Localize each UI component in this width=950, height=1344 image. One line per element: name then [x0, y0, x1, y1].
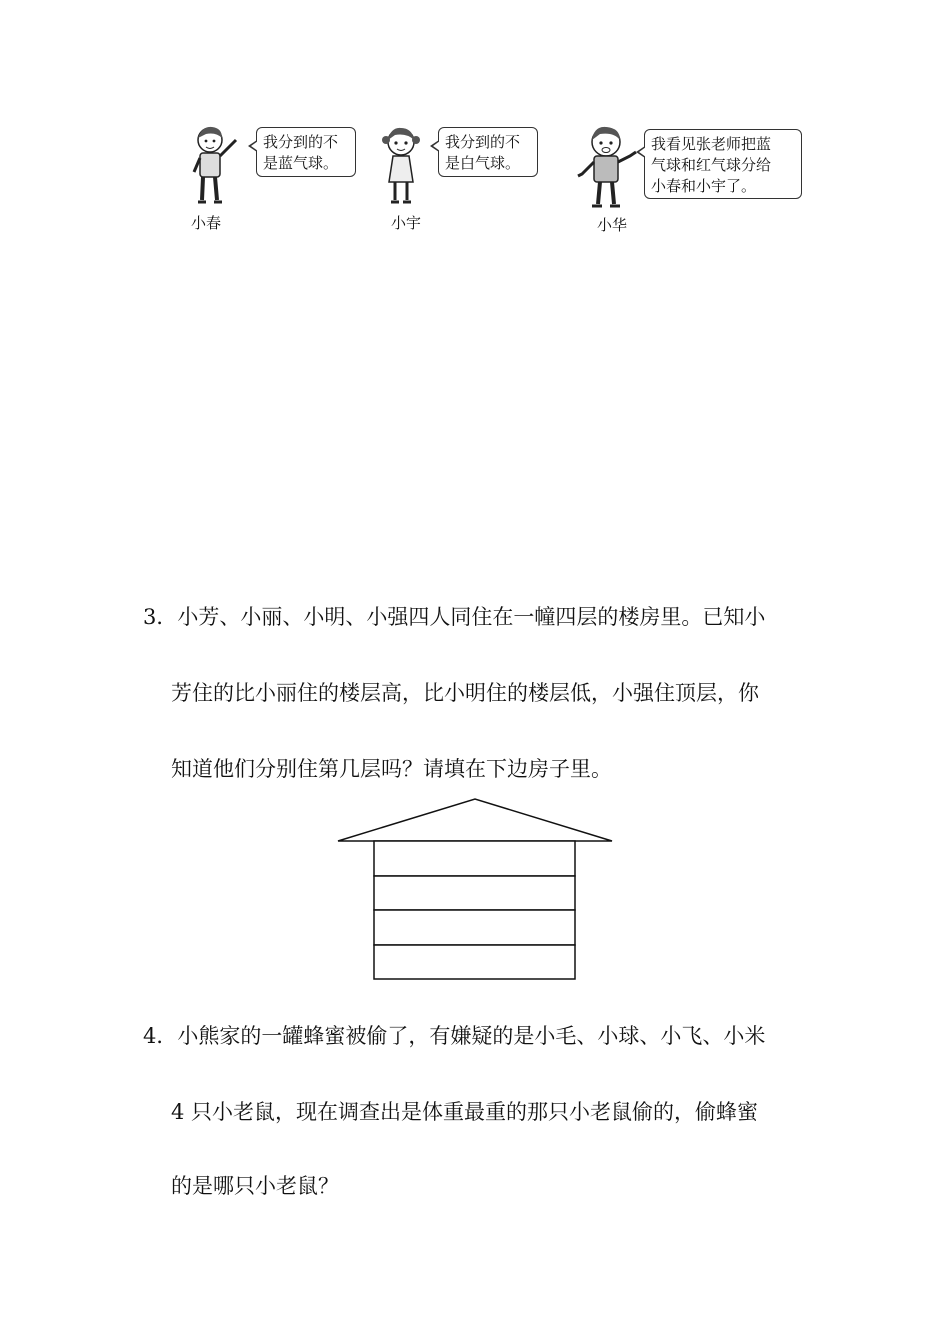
- house-diagram: [335, 796, 615, 984]
- girl-xiaoyu-figure: [375, 122, 435, 212]
- speech-line: 我看见张老师把蓝: [651, 135, 772, 153]
- house-roof: [338, 799, 612, 841]
- character-name-xiaochun: 小春: [191, 214, 222, 232]
- house-floor-1[interactable]: [374, 945, 575, 979]
- house-floor-2[interactable]: [374, 910, 575, 945]
- character-name-xiaohua: 小华: [597, 216, 628, 234]
- house-floor-3[interactable]: [374, 876, 575, 910]
- character-name-xiaoyu: 小宇: [391, 214, 422, 232]
- q4-line-2: 4 只小老鼠，现在调查出是体重最重的那只小老鼠偷的，偷蜂蜜: [171, 1100, 759, 1124]
- house-floor-4[interactable]: [374, 841, 575, 876]
- q3-line-2: 芳住的比小丽住的楼层高，比小明住的楼层低，小强住顶层，你: [171, 681, 759, 705]
- q4-line-1: 4．小熊家的一罐蜂蜜被偷了，有嫌疑的是小毛、小球、小飞、小米: [143, 1024, 766, 1048]
- speech-bubble-xiaohua: [644, 129, 802, 199]
- speech-line: 是蓝气球。: [263, 154, 339, 172]
- speech-bubble-xiaochun: [256, 127, 356, 177]
- q3-line-1: 3．小芳、小丽、小明、小强四人同住在一幢四层的楼房里。已知小: [143, 605, 766, 629]
- boy-xiaochun-figure: [188, 122, 248, 212]
- q3-line-3: 知道他们分别住第几层吗？请填在下边房子里。: [171, 757, 612, 781]
- q4-line-3: 的是哪只小老鼠？: [171, 1174, 339, 1198]
- speech-line: 是白气球。: [445, 154, 521, 172]
- speech-line: 我分到的不: [263, 133, 339, 151]
- speech-line: 小春和小宇了。: [651, 177, 757, 195]
- speech-line: 气球和红气球分给: [651, 156, 772, 174]
- boy-xiaohua-figure: [574, 122, 644, 214]
- speech-bubble-xiaoyu: [438, 127, 538, 177]
- speech-line: 我分到的不: [445, 133, 521, 151]
